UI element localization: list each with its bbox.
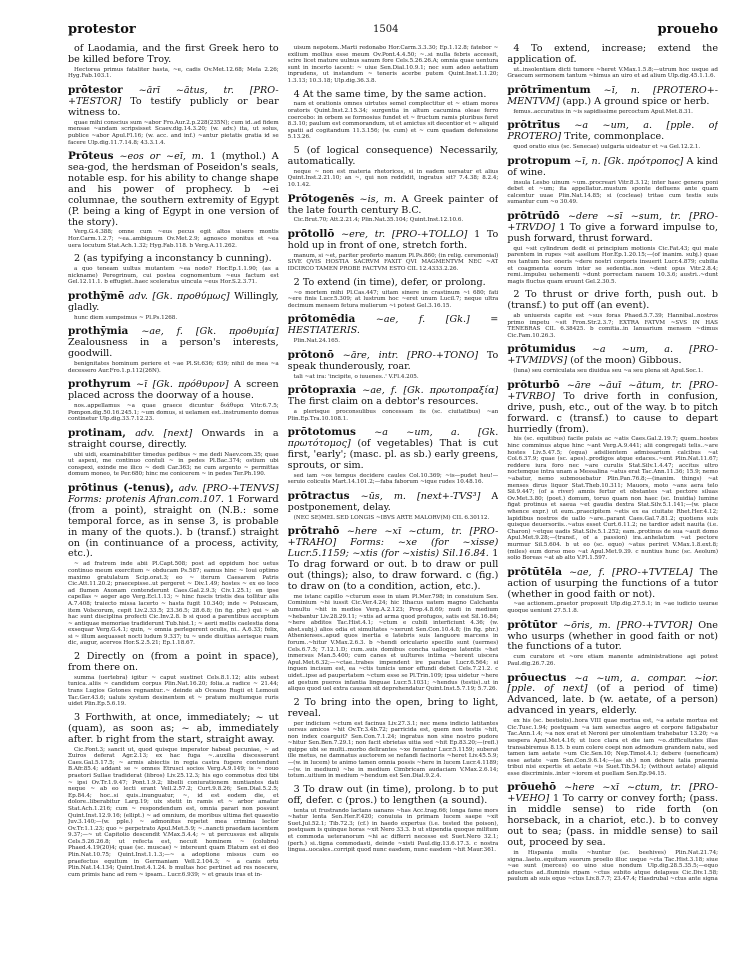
- definition: A kind of wine.: [507, 155, 718, 178]
- headword: prōtinus (-tenus),: [68, 482, 174, 494]
- citation-quotes: manum, si ~et, pariter proferto manum Pl.Ps.860; (in relig. ceremonial) SIVE QVIS HOSTIA SACRVM FAXIT QVI MAGMENTVM NEC ~AT IDCIRCO TAMEN PROBE FACTVM ESTO CIL 12.4333.2.26.: [287, 252, 499, 273]
- grammar-info: ~a ~um, a. compar. ~ior. [pple. of next]: [507, 672, 718, 695]
- definition: 1 Forward (from a point), straight on (N.B.: some temporal force, as in sense 3, is probable in many of the quots.). b (transf.) straight on (in continuance of a process, activity, etc.).: [68, 493, 279, 560]
- dictionary-entry: [68, 326, 279, 374]
- dictionary-entry: [288, 526, 499, 692]
- dictionary-entry: [68, 291, 279, 321]
- dictionary-entry: [288, 350, 499, 380]
- grammar-info: ~dere ~sī ~sum, tr. [PRO-+TRVDO]: [507, 211, 719, 233]
- headword: prōtrīmentum: [507, 84, 591, 96]
- definition: To drive forth in confusion, drive, push, etc., out of the way. b to pitch forward. c (transf.) to cause to depart hurriedly (from).: [507, 390, 719, 435]
- citation-quotes: cum curatore et ~ore etiam manente administratione agi potest Paul.dig.26.7.26.: [507, 654, 719, 667]
- headword: prōtotomus: [287, 426, 356, 439]
- dictionary-entry: [507, 782, 718, 882]
- column-middle: [288, 44, 499, 944]
- dictionary-entry: [288, 314, 499, 344]
- definition: 4 To extend, increase; extend the application of.: [507, 44, 719, 65]
- headword: prōtūtor: [507, 618, 558, 631]
- entry-sense: [68, 44, 279, 80]
- headword: prōtrītus: [507, 119, 560, 132]
- definition: The first claim on a debtor's resources.: [287, 396, 479, 408]
- definition: Trite, commonplace.: [564, 131, 665, 143]
- entry-sense: [68, 652, 279, 708]
- entry-sense: [507, 44, 718, 80]
- entry-sense: [288, 146, 499, 189]
- dictionary-entry: [507, 85, 718, 115]
- citation-quotes: Hectorea primus fataliter hasta, ~e, cadis Ov.Met.12.68; Mela 2.26; Hyg.Fab.103.1.: [68, 66, 279, 80]
- grammar-info: ~ōris, m. [PRO-+TVTOR]: [563, 619, 693, 631]
- citation-quotes: Cic.Font.3; sancit ut, quod quisque imperator habeat pecuniae, ~ ad Ξuiros deferat Agr.2.13; ex hac fuga ~..auxilia discesserunt Caes.Gal.5.17.5; ~ armis abiectis in regia castra fugere contendunt B.Afr.85.4; addant se ~ omnes Etrusci socios Verg.A.9.149; is ~ nouo praetori Sullae tradiderat (libros) Liv.25.12.3; his ego commotus dixi tibi ~ ipsi Ov.Tr.1.9.47; Pont.1.9.2; libelli coniurationem nuntiantes dati neque ~ ab eo lecti erant Vell.2.57.2; Curt.9.8.26; Sen.Dial.5.2.5; Ep.84.4; hoc..si quis..inunguatur, ~, id est eodem die, et dolore..liberabitur Larg.19; uix stetit in ramis et ~ arbor amatur Stat.Ach.1.216; cum ~ respondendum est, omnia parari non possunt Quint.Inst.12.9.16; (ellipt.) ~ ad omnium, de moribus ultima fiet quaestio Juv.3.140;—(w. pple.) ~ admonitus repetet mea crimina lector Ov.Tr.1.1.23; quo ~ perpetrato Apul.Met.5.9; ~..nancti praedam iacentem 9.37;—~ ut Capitolio descendit V.Max.5.4.4; ~ ut percussus est aliquis Cels.5.26.26.8; ut refecta est, necuit hominem ~ (colubra) Phaed.4.19(20)4; quae (sc. muscae) ~ intereunt quam Etatum est ei deo Plin.Nat.10.75; Quint.Inst.1.1.3;—~ a adoptione missus cum eo praefectus equitum in Germaniam Vell.2.104.3; ~ a canis ortu Plin.Nat.14.134; Quint.Inst.4.1.24. b multas hoc pertinet ad res noscere, cum primis hanc ad rem ~ ipsam.. Lucr.6.939; ~ et grauis iras et in-: [68, 746, 279, 878]
- grammar-info: ~a ~um, a. [PRO-+TVMIDVS]: [507, 344, 719, 367]
- definition: 2 To thrust or drive forth, push out. b (transf.) to put off (an event).: [507, 289, 719, 312]
- headword: prōtrahō: [287, 525, 340, 538]
- definition: 5 (of logical consequence) Necessarily, automatically.: [287, 145, 499, 167]
- headword: Prōtogenēs: [287, 192, 355, 205]
- grammar-info: adv. [PRO-+TENVS] Forms: protenis Afran.com.107.: [68, 483, 279, 505]
- citation-quotes: ex his (sc. bestiolis)..hora VIII quae mortua est, ~a aetate mortua est Cic.Tusc.1.94; postquam ~a iam senectus aegro et corpore fatigabatur Tac.Ann.1.4; ~a nox erat et Neroni per uinolentiam trahebatur 13.20; ~a uespera Apul.Met.4.16; ut luce clara et die iam ~o..difficultates illas transabiremus 8.15. b eum colere coepi non admodum grandem natu, sed tamen iam aetate ~um Cic.Sen.10; Nep.Timol.4.1; debere (ueneficam) esse aetate ~am Sen.Con.9.6.14;—(as sb.) non debere talia praemia tribui nisi expertis et aetate ~is Suet.Tib.54.1; (without aetate) aliquid esse discriminis..inter ~iorem et puellam Sen.Ep.94.15.: [507, 718, 719, 777]
- definition: 3 Forthwith, at once, immediately; ~ ut (quam), as soon as; ~ ab, immediately after. b right from the start, straight away.: [68, 711, 279, 745]
- headword: prōtractus: [287, 489, 350, 502]
- definition: Willingly, gladly.: [68, 290, 279, 313]
- entry-sense: [68, 713, 279, 879]
- grammar-info: adv. [next]: [135, 427, 193, 439]
- headword: prōtestor: [68, 84, 123, 96]
- dictionary-entry: [288, 427, 499, 486]
- headword: prōtūtēla: [507, 565, 563, 578]
- citation-quotes: a quo teneam uultus mutantem ~ea nodo? Hor.Ep.1.1.90; (as a nickname) Peregrinum, cui postea cognomentum ~eus factum est Gel.12.11.1. b effugiet..haec sceleratus uincula ~eus Hor.S.2.3.71.: [68, 266, 279, 286]
- headword: protropum: [507, 154, 571, 167]
- citation-quotes: benignitates hominum periere et ~ae Pl.St.636; 639; nihil de mea ~a decessero Aur.Fro.1.p.112(26N).: [68, 361, 279, 374]
- headword: protinam,: [68, 426, 126, 439]
- grammar-info: ~ae, f. [PRO-+TVTELA]: [569, 566, 693, 578]
- definition: 2 (as typifying a inconstancy b cunning).: [74, 253, 272, 265]
- entry-sense: [288, 90, 499, 141]
- headword: prothȳmē: [68, 289, 125, 302]
- dictionary-entry: [507, 344, 718, 374]
- entry-sense: [288, 45, 499, 85]
- headword: prōuectus: [507, 671, 567, 684]
- definition: One who usurps (whether in good faith or not) the functions of a tutor.: [507, 619, 719, 653]
- definition: Onwards in a straight course, directly.: [68, 427, 279, 450]
- citation-quotes: per indicium ~ctum est facinus Liv.27.3.1; nec mens indicio latitantes uersus amicos ~hit Ov.Tr.3.4b.72; parricida est, quem non testis ~hit, non index coarguit? Sen.Con.7.1.24; ingratus non sine nostro pudore ~hitur Sen.Ben.7.29.1; non facit ebrietas uitia sed ~hit Ep.83.20;—(refl.) quippe ubi se multi..morbo delirantes ~xe ferantur Lucr.5.1159; suberat ille metus, ne damnatus auctorem se nefandi facinoris ~heret Liv.45.5.9;—(w. in lucem) te animo tamen omnia possis ~here in lucem Lucr.4.1189;—(w. in medium) ~he in medium Cimbricam audaciam V.Max.2.6.14; totum..uitium in medium ~hendum est Sen.Dial.9.2.4.: [287, 720, 499, 780]
- citation-quotes: a plerisque proconsulibus concessam iis (sc. ciuitatibus) ~an Plin.Ep.Tra.10.108.1.: [287, 408, 499, 422]
- citation-quotes: quod oratio eius (sc. Senecae) uulgaria uideatur et ~a Gel.12.2.1.: [513, 144, 701, 151]
- citation-quotes: tali ~at ira: 'incipite, o iuuenes..' V.Fl.4.205.: [293, 373, 419, 380]
- grammar-info: ~ae, f. [Gk. πρωτοπραξία]: [362, 385, 499, 397]
- definition: A screen placed across the doorway of a house.: [68, 379, 279, 402]
- headword: prōtollō: [287, 228, 335, 241]
- entry-sense: [288, 278, 499, 310]
- citation-quotes: ab uniuersis capite est ~sus foras Phaed.5.7.39; Hannibal..nostros primo impetu ~sit Fron.Str.2.3.7; EXTRA FATVM ~SVS IN HAS TENEBRAS CIL 6.38425. b comitia..in Ianuarium mensem ~dimus Cic.Fam.10.26.3.: [507, 313, 719, 339]
- definition: A Greek painter of the late fourth century B.C.: [287, 193, 499, 216]
- definition: A postponement, delay.: [287, 490, 499, 513]
- citation-quotes: in Hispania mulis ~huntur (sc. beehives) Plin.Nat.21.74; signa..laeto..equitum suorum proelio illuc usque ~cta Tac.Hist.3.18; siue ~ae sunt (merces) eo uino siue nondum Ulp.dig.28.5.35.5;—equo aduectus ad..fluminis ripam ~ctus subito atque delapsus Cic.Div.1.58; paulum ab suis equo ~ctus Liv.8.7.7; 23.47.4; Hasdrubal ~ctus ante signa: [507, 849, 719, 883]
- definition: 1 To give a forward impulse to, push forward, thrust forward.: [507, 221, 719, 244]
- dictionary-entry: [507, 620, 718, 668]
- citation-quotes: his (sc. equitibus) facile pulsis ac ~atis Caes.Gal.2.19.7; quem..hostes hinc comminus atque hinc ~ant Verg.A.9.441; alii congregati telis..~are hostes Liv.5.47.5; (equa) adsilientem admissarium calcibus ~at Col.6.37.9; quae (sc. apes)..prodigos atque edaces..~ent Plin.Nat.11.67; reddere iura foro nec ~are curulis Stat.Silv.1.4.47; accitus ultro noctemque intra unam a Messalina ~atus erat Tac.Ann.11.36; 15.9; nemo ~abatur, nemo submouebatur Plin.Pan.76.8;—(inanim. things) ~at menses dirus liquor Stat.Theb.10.311; Mauors, moto ~ans aera telo Sil.9.447; (of a river) amnis fertur et obstantes ~at pectore siluas Ov.Met.3.80; (poet.) domum, toruo quam non haec (sc. Inuidia) lumine figat protinus et saeua ~et gaudia dextra Stat.Silv.5.1.141;—(w. place whence expr.) ut eum..praecipitem ~etis ex ea ciuitate Rhet.Her.4.12; lapidibus nostros de uallo ~are..parant Caes.Gal.7.81.2; quotiens suis quisque deuersoriis..~atus esset Curt.6.11.2; ne tardior adsit nauita (i.e. Charon) ~etque uadis Stat.Silv.5.1.252; eam..protinus de sua ~auit domo Apul.Met.9.28;—(transf., of a passion) ira..anhelatum ~at pectore murmur Sil.5.604. b ut eo (sc. equo) ~atus periret V.Max.1.8.ext.8; (miles) eum dorso meo ~at Apul.Met.9.39. c nuntius hunc (sc. Aeolum) solio Boreas ~at ab alto V.Fl.1.597.: [507, 436, 719, 562]
- headword: prōtopraxia: [287, 384, 357, 397]
- citation-quotes: qui ~sit cylindrum dedit ei principium motionis Cic.Fat.43; qui male parentem in rupes ~sit asellum Hor.Ep.1.20.15;—(of inanim. subj.) quae res tantum hoc oneris ~dere nostri corporis insuerit Lucr.4.879; cubilia et coagmenta eorum inter se sedentia..non ~dent opus Vitr.2.8.4; remi..impulsu uehementi ~dunt porrectam nauem 10.3.6; austri..~dunt magis fluctus quam eruunt Gel.2.30.5.: [507, 245, 719, 285]
- headword: prothyrum: [68, 378, 131, 391]
- grammar-info: ~here ~xī ~ctum, tr. [PRO-+VEHO]: [507, 782, 718, 805]
- dictionary-entry: [68, 483, 279, 647]
- dictionary-entry: [288, 385, 499, 422]
- headword: prōtrūdō: [507, 210, 560, 222]
- column-left: [68, 44, 279, 944]
- dictionary-entry: [68, 379, 279, 423]
- citation-quotes: quae mihi conscius sum ~abor Fro.Aur.2.p.228(235N); cum id..ad fidem mensae ~andam scripsisset Scaev.dig.14.3.20; (w. adv.) ita, ut solus, publice ~abor Apul.Fl.16; (w. acc. and inf.) ~antur pietatis gratia id se facere Ulp.dig.11.7.14.8; 43.3.1.4.: [68, 119, 279, 146]
- column-right: [507, 44, 718, 944]
- grammar-info: ~ī [Gk. πρόθυρον]: [136, 379, 229, 391]
- dictionary-entry: [288, 194, 499, 224]
- grammar-info: ~here ~xī ~ctum, tr. [PRO-+TRAHO] Forms: ~xe (for ~xisse) Lucr.5.1159; ~xtis (for ~xistis) Sil.16.84.: [287, 526, 499, 560]
- definition: (of a period of time) Advanced, late. b (w. aetate, of a person) advanced in years, elderly.: [507, 683, 719, 717]
- definition: (of vegetables) That is cut first, 'early'; (masc. pl. as sb.) early greens, sprouts, or sim.: [287, 438, 499, 471]
- headword: prōuehō: [507, 781, 557, 794]
- guide-word-right: proueho: [657, 22, 718, 37]
- entry-sense: [288, 785, 499, 854]
- dictionary-entry: [507, 120, 718, 150]
- headword: prōtonō: [287, 348, 335, 361]
- grammar-info: ~ae, f. [Gk. προθυμία]: [141, 326, 279, 338]
- headword: prōturbō: [507, 378, 560, 391]
- citation-quotes: ubi uidi, examinabiliter timedus pedibus ~ me dedi Naev.com.35; quae ut aspexi, me continuo contuli ~ in pedes Pl.Bac.374; ostium ubi conspexi, exinde me ilico ~ dedi Car.363; ne cum argento ~ permittas domum moneo, te Per.680; hinc me conicerem ~ in pedes Ter.Ph.190.: [68, 451, 279, 478]
- definition: 2 To bring into the open, bring to light, reveal.: [287, 696, 499, 719]
- dictionary-entry: [288, 229, 499, 273]
- grammar-info: ~ī, n. [Gk. πρότροπος]: [574, 155, 684, 167]
- grammar-info: ~ī, n. [PROTERO+-MENTVM]: [507, 85, 719, 107]
- citation-quotes: ut..insolentiam dicti tumore ~heret V.Max.1.5.8;—utrum hoc usque ad Graecum sermonem tantum ~himus an uiro et ad alium Ulp.dig.45.1.1.6.: [507, 66, 719, 80]
- headword: prothȳmia: [68, 325, 129, 338]
- citation-quotes: Verg.G.4.388; omne cum ~eus pecus egit altos uisere montis Hor.Carm.1.2.7; ~ea..ambiguum Ov.Met.2.9; agnosco monitus et ~ea uera locutum Stat.Ach.1.32; Hyg.Fab.118. b Verg.A.11.262.: [68, 229, 279, 249]
- citation-quotes: (NEC SE)MEL SED LONGIS ~IBVS ARTE MALORV(M) CIL 6.30112.: [293, 514, 490, 521]
- grammar-info: ~ūs, m. [next+-TVS³]: [360, 490, 481, 502]
- citation-quotes: hunc diem sumpsimus ~ Pl.Ps.1268.: [74, 314, 178, 321]
- citation-quotes: summa (uertebra) igitur ~ caput sustinet Cels.8.1.12; aliis subest tunica..aliis ~ candidum corpus Plin.Nat.16.20; folia..a radice ~ 21.44; trans Lugios Gotones regnantur..~ deinde ab Oceano Rugii et Lemouii Tac.Ger.43.6; ualuis xystum desinentem et ~ pratum multumque ruris uidet Plin.Ep.5.6.19.: [68, 674, 279, 708]
- definition: 1 To carry or convey forth; (pass. in middle sense) to ride forth (on horseback, in a chariot, etc.). b to convey out to sea; (pass. in middle sense) to sail out, proceed by sea.: [507, 793, 719, 848]
- headword: prōtumidus: [507, 343, 576, 356]
- entry-sense: [288, 698, 499, 780]
- entry-sense: [507, 290, 718, 339]
- grammar-info: adv. [Gk. προθύμως]: [128, 290, 230, 302]
- grammar-info: ~a ~um, a. [pple. of PROTERO]: [507, 120, 718, 143]
- definition: (of the moon) Gibbous.: [570, 355, 682, 367]
- dictionary-entry: [507, 567, 718, 615]
- citation-quotes: ~o mortem mihi Pl.Cas.447; uitam sinere in crastinum ~i 680; fati ~ere finis Lucr.5.309; at lustrum hoc ~eret unum Lucil.7; neque ultra decimum mensem fetura mulierum ~i potest Gel.3.16.15.: [287, 289, 499, 309]
- grammar-info: ~eos or ~eī, m.: [119, 151, 204, 163]
- dictionary-entry: [507, 156, 718, 206]
- dictionary-entry: [507, 673, 718, 778]
- definition: To speak thunderously, roar.: [287, 349, 499, 372]
- definition: 4 At the same time, by the same action.: [293, 88, 487, 100]
- page-number: 1504: [373, 24, 399, 35]
- dictionary-entry: [68, 85, 279, 146]
- definition: of Laodamia, and the first Greek hero to be killed before Troy.: [68, 44, 279, 65]
- grammar-info: ~āre ~āuī ~ātum, tr. [PRO-+TVRBO]: [507, 379, 719, 402]
- citation-quotes: nos..appellamus ~a quae graece dicuntur διάθυρα Vitr.6.7.5; Pompon.dig.50.16.245.1; ~um domus, si uelamen est..instrumento domus continetur Ulp.dig.33.7.12.23.: [68, 403, 279, 423]
- grammar-info: ~ere, tr. [PRO-+TOLLO]: [341, 229, 468, 241]
- citation-quotes: (luna) seu corniculata seu diuidua seu ~a seu plena sit Apul.Soc.1.: [513, 368, 704, 375]
- definition: (app.) A ground spice or herb.: [562, 95, 710, 107]
- citation-quotes: tenta ut frustrando lactans uanans ~has Acc.trag.66; longa fame mors ~hatur lenta Sen.Her.F.420; conuiuia in primam lucem saepe ~xit Suet.Jul.52.1; Tib.72.3; (cf.) in haedo expertus (i.e. tested the poison), postquam is quinque horas ~xit Nero 33.3. b ut stipendia quoque militum et commoda ueteranorum ~hi ac differri necesse est Suet.Nero 32.1; (perh.) si..tigna commodasti, deinde ~xisti Paul.dig.13.6.17.3. c nostra lingua..uocales..corripit quod nunc easdem, nunc easdem ~hit Maur.361.: [287, 807, 499, 854]
- definition: 1 To hold up in front of one, stretch forth.: [287, 229, 499, 251]
- grammar-info: ~ae, f. [Gk.] = HESTIATERIS.: [287, 314, 499, 337]
- definition: 2 To extend (in time), defer, or prolong.: [293, 276, 486, 288]
- dictionary-entry: [507, 380, 718, 562]
- grammar-info: ~a ~um, a. [Gk. πρωτότομος]: [287, 427, 499, 450]
- dictionary-entry: [507, 211, 718, 285]
- definition: 2 Directly on (from a point in space), from there on.: [68, 651, 279, 673]
- definition: 1 (mythol.) A sea-god, the herdsman of Poseidon's seals, notable esp. for his ability to change shape and his power of prophecy. b ~ei columnae, the southern extremity of Egypt (P. being a king of Egypt in one version of the story).: [68, 151, 279, 228]
- citation-quotes: neque ~ non est materia rhetorices, si in eadem uersatur et alius Quint.Inst.2.21.10; an ~, qui non reddidit, ingratus sit? 7.4.38; 8.2.4; 10.1.42.: [287, 168, 499, 189]
- citation-quotes: me istanc capillo ~cturum esse in uiam Pl.Mer.798; in consiuium Sex. Cominium ~hi iussit Cic.Ver.4.24; hic Ithacus uatem magno Calchanta tumultu ~hit in medios Verg.A.2.123; Prop.4.8.69; nudi in medium ~hebantur Liv.28.29.11; ~xtis ad arma quod profugos, satis est Sil.16.84; ~here abditos Tac.Hist.4.1; ~ctum e cubili interficiunt 4.36; (w. abst.subj.) alios odia et simultates ~xerunt Sen.Con.10.4.8; (in fig. phr.) Athenienses..apud quos inertia e latebris suis languore marcens in forum..~hitur V.Max.2.6.3. b ~hendi oriculario specillo sunt (uermes) Cels.6.7.5; 7.12.1.D; cum..suis domibus concha ualloque latentis ~het inmersus Man.5.400; cum canes et uultures intima ~herent uiscera Apul.Met.6.32;—~ctae..trabes impendent ire paratae Lucr.6.564; si inguen incisum est, ea ~ctis tunicis umor effundi debet Cels.7.21.2. c uidet..ipse ad paupertatem ~ctum esse se Pl.Trin.109; ipsa uidetur ~here ad gestum pueros infantia linguae Lucr.5.1031; ~hendus (testis)..ut in aliquo quod uel extra causam sit deprehendatur Quint.Inst.5.7.19; 5.7.26.: [287, 593, 499, 693]
- citation-quotes: ~ae actionem..praetor proposuit Ulp.dig.27.5.1; in ~ae iudicio usurae quoque ueniunt 27.5.1.8.: [507, 601, 719, 614]
- headword: Prōteus: [68, 150, 114, 163]
- dictionary-entry: [68, 151, 279, 249]
- headword: prōtomēdia: [287, 313, 356, 326]
- grammar-info: ~āre, intr. [PRO-+TONO]: [342, 349, 479, 361]
- dictionary-columns: [68, 44, 718, 944]
- guide-word-left: protestor: [68, 22, 136, 37]
- dictionary-entry: [68, 428, 279, 478]
- definition: Zealousness in a person's interests, goodwill.: [68, 337, 279, 360]
- citation-quotes: nam et orationis omnes uirtutes semel complectitur et ~ etiam mores oratoris Quint.Inst.2.15.34; surgentia in altum cacumina oleae ferro coercebo: in orbem se formosius fundet et ~ fructum ramis pluribus feret 8.3.10; paulum est commorandum, ut et amictus sit decentior et ~ aliquid spatii ad cogitandum 11.3.156; (w. cum) et ~ cum quadam defensione 5.13.26.: [287, 101, 499, 141]
- citation-quotes: uisum nepotem..Marti redonabo Hor.Carm.3.3.30; Ep.1.12.8; fatebor ~ exilium mollius esse meum Ov.Pont.4.4.50; ~..si nulla febris accessit, scire licet mature uulnus sanum fore Cels.5.26.26.A; omnia quae uentura sunt in incerto iacent: ~ uiue Sen.Dial.10.9.1; nec sum adeo aetatium inprudens, ut instandum ~ teneris acerbe putem Quint.Inst.1.1.20; 1.3.13; 10.3.18; Ulp.dig.36.3.8.: [287, 45, 499, 84]
- dictionary-entry: [288, 491, 499, 521]
- definition: 1 To drag forward or out. b to draw or pull out (things); also, to draw forward. c (fig.) to draw on (to a condition, action, etc.).: [287, 548, 499, 592]
- page-header: [68, 22, 718, 40]
- citation-quotes: insula Lesbo uinum ~um..procreari Vitr.8.3.12; inter haec genera poni debet et ~um; ita appellatur..mustum sponte defluens ante quam calcentur uuae Plin.Nat.14.85; si (cocleae) tritae cum testis suis sumantur cum ~o 30.49.: [507, 179, 719, 206]
- citation-quotes: sed iam ~os tempus decidere caules Col.10.369; ~is—pudet heu!—seruio coliculis Mart.14.101.2;—faba faborum ~ique rudes 10.48.16.: [287, 472, 499, 486]
- citation-quotes: Cic.Brut.70; Att.2.21.4; Plin.Nat.35.104; Quint.Inst.12.10.6.: [293, 217, 464, 224]
- citation-quotes: femus..accuratius in ~is sapidissime percoctum Apul.Met.8.31.: [513, 108, 693, 115]
- grammar-info: ~ārī ~ātus, tr. [PRO-+TESTOR]: [68, 85, 279, 107]
- definition: To testify publicly or bear witness to.: [68, 95, 279, 118]
- definition: The action of usurping the functions of a tutor (whether in good faith or not).: [507, 566, 719, 600]
- grammar-info: ~is, m.: [359, 193, 397, 205]
- definition: 3 To draw out (in time), prolong. b to put off, defer. c (pros.) to lengthen (a sound).: [287, 783, 499, 806]
- citation-quotes: Plin.Nat.24.165.: [293, 338, 341, 345]
- citation-quotes: ~ ad fratrem inde abii Pl.Capt.508; post ad oppidum hoc uetus continuo meum exercitum ~ obducam Ps.587; eamus hinc ~ Ioui optimo maximo gratulatum Scip.orat.3; eo ~ iterum Caesarem Patris Cic.Att.11.20.2; praecepisse..ut pergeret ~ Div.1.49; hostes ~ ex eo loco ad flumen Axonam contenderunt Caes.Gal.2.9.3; Civ.1.25.1; en ipse capellas ~ aeger ago Verg.Ecl.1.13; ~ hinc fuscis tristis dea tollitur alis A.7.408; traiecto missa lacerto ~ hasta fugit 10.340; inde ~ Poluscam, item Volscorum, cepit Liv.2.33.5; 23.36.5; 28.6.8; (in fig. phr.) qui ~ ab hac sunt disciplina profecti Cic.Inv.2.8. b si quod a parentibus acceptum ~ antiquae memoriae tradiderunt Tub.hist.1; ~ aerii mellis caelestia dona exsequar Verg.G.4.1; quin, ~ omnia perlegerent oculis, ni.. A.6.33; felix, si ~ illum aequasset nocti ludum 9.337; tu ~ unde diuitias aerisque ruam dic, augur, acervos Hor.S.2.5.21; Ep.1.18.67.: [68, 561, 279, 647]
- entry-sense: [68, 254, 279, 286]
